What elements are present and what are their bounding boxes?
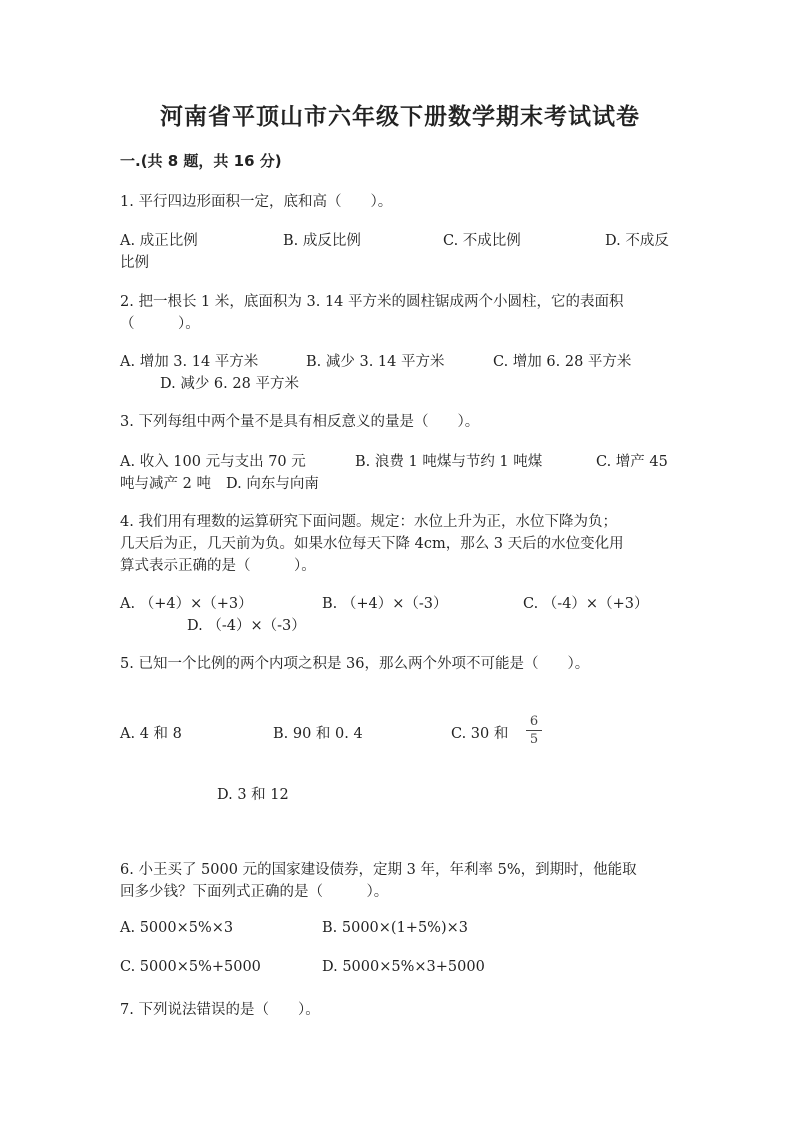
question-6-option-b: B. 5000×(1+5%)×3 (322, 920, 468, 936)
question-4-stem-line2: 几天后为正，几天前为负。如果水位每天下降 4cm，那么 3 天后的水位变化用 (120, 536, 624, 552)
question-5-option-a: A. 4 和 8 (120, 726, 182, 742)
question-6-option-c: C. 5000×5%+5000 (120, 959, 261, 975)
fraction (526, 714, 542, 747)
question-2-stem: 2. 把一根长 1 米，底面积为 3. 14 平方米的圆柱锯成两个小圆柱，它的表面积 (120, 294, 624, 310)
question-3-option-c: C. 增产 45 (596, 454, 668, 470)
question-3-stem: 3. 下列每组中两个量不是具有相反意义的量是（ ）。 (120, 414, 480, 430)
question-1-option-a: A. 成正比例 (120, 233, 198, 249)
question-2-option-c: C. 增加 6. 28 平方米 (493, 354, 632, 370)
question-1-option-b: B. 成反比例 (283, 233, 361, 249)
question-5-option-b: B. 90 和 0. 4 (273, 726, 363, 742)
question-4-option-d: D. （-4）×（-3） (187, 618, 306, 634)
question-1-option-c: C. 不成比例 (443, 233, 521, 249)
fraction-denominator: 5 (529, 732, 539, 747)
question-7-stem: 7. 下列说法错误的是（ ）。 (120, 1002, 320, 1018)
question-3-option-a: A. 收入 100 元与支出 70 元 (120, 454, 306, 470)
question-1-option-d-cont: 比例 (120, 255, 149, 271)
question-6-option-d: D. 5000×5%×3+5000 (322, 959, 485, 975)
question-2-option-a: A. 增加 3. 14 平方米 (120, 354, 259, 370)
section-heading: 一.(共 8 题，共 16 分) (120, 152, 282, 170)
question-3-option-b: B. 浪费 1 吨煤与节约 1 吨煤 (355, 454, 543, 470)
question-6-stem-cont: 回多少钱？下面列式正确的是（ ）。 (120, 884, 389, 900)
question-3-option-d: D. 向东与向南 (226, 476, 319, 492)
question-2-option-d: D. 减少 6. 28 平方米 (160, 376, 299, 392)
question-2-stem-cont: （ ）。 (120, 316, 200, 332)
question-4-option-b: B. （+4）×（-3） (322, 596, 448, 612)
question-1-option-d: D. 不成反 (605, 233, 669, 249)
question-6-stem: 6. 小王买了 5000 元的国家建设债券，定期 3 年，年利率 5%，到期时，他能取 (120, 862, 637, 878)
question-1-stem: 1. 平行四边形面积一定，底和高（ ）。 (120, 194, 393, 210)
question-4-option-a: A. （+4）×（+3） (120, 596, 253, 612)
fraction-numerator: 6 (529, 714, 539, 729)
fraction-bar (526, 730, 542, 731)
question-3-option-c-cont: 吨与减产 2 吨 (120, 476, 211, 492)
question-5-option-d: D. 3 和 12 (217, 787, 289, 803)
question-2-option-b: B. 减少 3. 14 平方米 (306, 354, 445, 370)
question-4-option-c: C. （-4）×（+3） (523, 596, 649, 612)
question-5-option-c: C. 30 和 (451, 726, 509, 742)
page-title: 河南省平顶山市六年级下册数学期末考试试卷 (160, 104, 640, 130)
question-4-stem: 4. 我们用有理数的运算研究下面问题。规定：水位上升为正，水位下降为负； (120, 514, 617, 530)
question-4-stem-line3: 算式表示正确的是（ ）。 (120, 558, 316, 574)
question-6-option-a: A. 5000×5%×3 (120, 920, 234, 936)
question-5-stem: 5. 已知一个比例的两个内项之积是 36，那么两个外项不可能是（ ）。 (120, 656, 590, 672)
